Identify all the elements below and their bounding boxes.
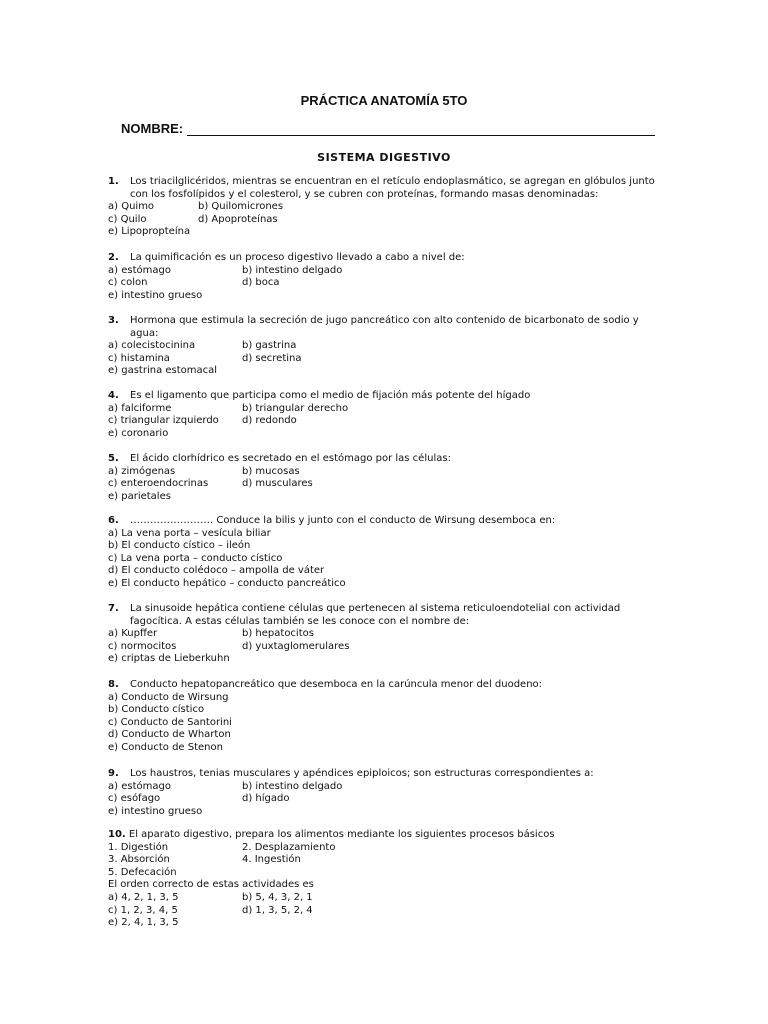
question-text: ……………………. Conduce la bilis y junto con el conducto de Wirsung desemboca en: [130,515,556,526]
option-b: b) gastrina [242,340,297,352]
process-2: 2. Desplazamiento [242,841,336,853]
question-1 [108,176,668,239]
process-5: 5. Defecación [108,866,177,878]
option-b: b) 5, 4, 3, 2, 1 [242,891,313,903]
option-c: c) La vena porta – conducto cístico [108,552,283,564]
option-a: a) Conducto de Wirsung [108,691,229,703]
question-number: 1. [108,176,119,187]
question-stem [108,315,668,340]
question-stem [108,252,668,265]
question-number: 2. [108,252,119,263]
question-number: 8. [108,679,119,690]
option-b: b) Quilomicrones [198,201,284,213]
question-4 [108,390,668,440]
option-a: a) estómago [108,780,171,792]
question-stem [108,176,668,201]
question-9 [108,768,668,818]
option-d: d) redondo [242,415,297,427]
option-b: b) El conducto cístico – ileón [108,540,251,552]
option-d: d) boca [242,277,280,289]
process-3: 3. Absorción [108,854,170,866]
question-5 [108,453,668,503]
question-stem [108,829,668,842]
option-c: c) histamina [108,352,170,364]
question-text: Es el ligamento que participa como el medio de fijación más potente del hígado [130,390,531,401]
option-b: b) hepatocitos [242,628,314,640]
question-number: 10. [108,829,126,840]
option-d: d) El conducto colédoco – ampolla de váter [108,565,325,577]
option-c: c) esófago [108,793,161,805]
option-a: a) 4, 2, 1, 3, 5 [108,891,179,903]
question-text: Los haustros, tenias musculares y apéndices epiploicos; son estructuras correspondientes a: [130,768,594,779]
question-text: El aparato digestivo, prepara los alimentos mediante los siguientes procesos básicos [128,829,555,840]
option-e: e) intestino grueso [108,289,203,301]
option-d: d) Apoproteínas [198,213,278,225]
option-b: b) intestino delgado [242,780,343,792]
option-e: e) criptas de Lieberkuhn [108,653,230,665]
option-a: a) estómago [108,264,171,276]
question-number: 6. [108,515,119,526]
option-e: e) El conducto hepático – conducto pancreático [108,577,346,589]
question-number: 3. [108,315,119,326]
option-c: c) triangular izquierdo [108,415,219,427]
option-a: a) Quimo [108,201,155,213]
question-stem [108,679,668,692]
process-1: 1. Digestión [108,841,169,853]
question-stem [108,390,668,403]
option-e: e) 2, 4, 1, 3, 5 [108,917,179,929]
name-blank-line [187,123,655,136]
question-7 [108,603,668,666]
option-e: e) Conducto de Stenon [108,741,223,753]
question-text: Los triacilglicéridos, mientras se encuentran en el retículo endoplasmático, se agregan en glóbulos junto con los fosfolípidos y el colesterol, y se cubren con proteínas, formando masas denominadas: [130,176,655,200]
option-c: c) normocitos [108,640,177,652]
option-e: e) parietales [108,490,171,502]
question-stem [108,768,668,781]
option-b: b) intestino delgado [242,264,343,276]
process-4: 4. Ingestión [242,854,301,866]
option-e: e) Lipopropteína [108,226,191,238]
name-field-row [121,121,655,136]
question-text: La sinusoide hepática contiene células que pertenecen al sistema reticuloendotelial con actividad fagocítica. A estas células también se les conoce con el nombre de: [130,603,621,627]
option-a: a) Kupffer [108,628,158,640]
option-d: d) secretina [242,352,302,364]
name-label: NOMBRE: [121,121,184,136]
option-e: e) coronario [108,427,169,439]
option-a: a) falciforme [108,402,172,414]
question-8 [108,679,668,755]
option-d: d) yuxtaglomerulares [242,640,350,652]
option-b: b) triangular derecho [242,402,349,414]
question-stem [108,515,668,528]
option-c: c) Quilo [108,213,147,225]
option-d: d) Conducto de Wharton [108,729,231,741]
option-e: e) gastrina estomacal [108,365,218,377]
question-stem [108,453,668,466]
question-number: 5. [108,453,119,464]
question-number: 7. [108,603,119,614]
option-c: c) enteroendocrinas [108,478,209,490]
option-d: d) 1, 3, 5, 2, 4 [242,904,313,916]
option-c: c) colon [108,277,148,289]
option-a: a) colecistocinina [108,340,196,352]
question-text: El ácido clorhídrico es secretado en el estómago por las células: [130,453,451,464]
option-c: c) 1, 2, 3, 4, 5 [108,904,178,916]
question-text: La quimificación es un proceso digestivo llevado a cabo a nivel de: [130,252,465,263]
section-subtitle: SISTEMA DIGESTIVO [317,151,451,164]
question-10 [108,829,668,930]
question-stem [108,603,668,628]
option-e: e) intestino grueso [108,805,203,817]
question-number: 4. [108,390,119,401]
question-text: Conducto hepatopancreático que desemboca en la carúncula menor del duodeno: [130,679,543,690]
order-prompt: El orden correcto de estas actividades es [108,879,314,891]
question-text: Hormona que estimula la secreción de jugo pancreático con alto contenido de bicarbonato de sodio y agua: [130,315,639,339]
option-c: c) Conducto de Santorini [108,716,232,728]
option-d: d) hígado [242,793,290,805]
option-d: d) musculares [242,478,313,490]
page-title: PRÁCTICA ANATOMÍA 5TO [300,93,468,108]
question-6 [108,515,668,591]
option-b: b) mucosas [242,465,300,477]
option-a: a) La vena porta – vesícula biliar [108,527,271,539]
question-number: 9. [108,768,119,779]
question-3 [108,315,668,378]
option-a: a) zimógenas [108,465,176,477]
question-2 [108,252,668,302]
option-b: b) Conducto cístico [108,704,205,716]
